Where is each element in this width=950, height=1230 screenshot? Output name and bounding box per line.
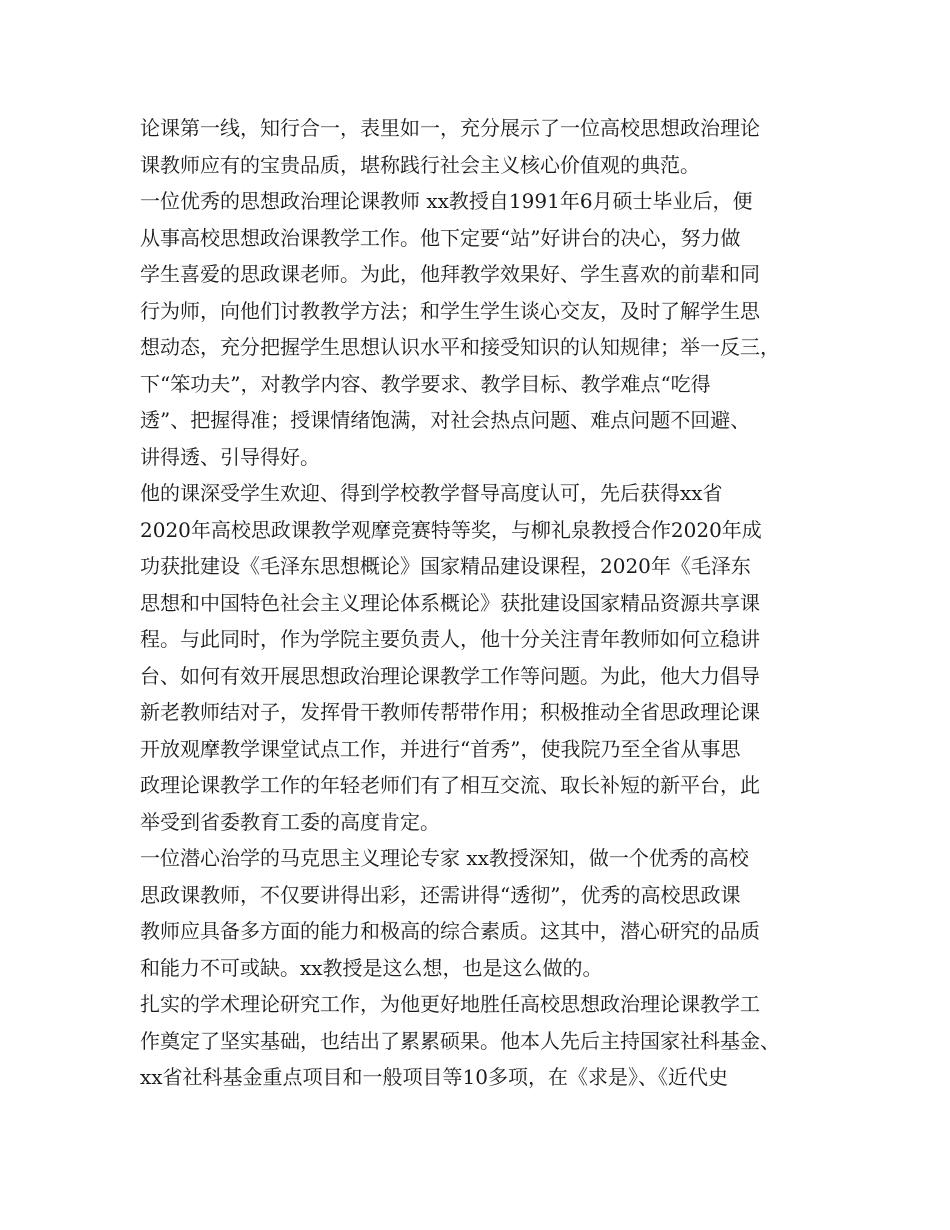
text-line: 行为师，向他们讨教教学方法；和学生学生谈心交友，及时了解学生思: [140, 298, 760, 323]
text-line: 一位潜心治学的马克思主义理论专家 xx教授深知，做一个优秀的高校: [140, 846, 749, 870]
text-line: 功获批建设《毛泽东思想概论》国家精品建设课程，2020年《毛泽东: [140, 554, 751, 578]
text-line: 讲得透、引导得好。: [140, 444, 320, 469]
text-line: 从事高校思想政治课教学工作。他下定要“站”好讲台的决心，努力做: [140, 225, 741, 250]
text-line: 程。与此同时，作为学院主要负责人，他十分关注青年教师如何立稳讲: [140, 627, 760, 651]
text-line: 思想和中国特色社会主义理论体系概论》获批建设国家精品资源共享课: [140, 590, 760, 615]
text-line: 课教师应有的宝贵品质，堪称践行社会主义核心价值观的典范。: [140, 152, 700, 177]
text-line: 思政课教师，不仅要讲得出彩，还需讲得“透彻”，优秀的高校思政课: [140, 882, 741, 907]
text-line: 政理论课教学工作的年轻老师们有了相互交流、取长补短的新平台，此: [140, 773, 760, 797]
text-line: 台、如何有效开展思想政治理论课教学工作等问题。为此，他大力倡导: [140, 663, 760, 688]
text-line: 论课第一线，知行合一，表里如一，充分展示了一位高校思想政治理论: [140, 116, 760, 140]
text-line: xx省社科基金重点项目和一般项目等10多项，在《求是》、《近代史: [140, 1065, 729, 1089]
text-line: 教师应具备多方面的能力和极高的综合素质。这其中，潜心研究的品质: [140, 919, 760, 943]
text-line: 2020年高校思政课教学观摩竞赛特等奖，与柳礼泉教授合作2020年成: [140, 517, 762, 542]
text-line: 透”、把握得准；授课情绪饱满，对社会热点问题、难点问题不回避、: [140, 408, 751, 432]
text-line: 一位优秀的思想政治理论课教师 xx教授自1991年6月硕士毕业后，便: [140, 189, 753, 213]
text-line: 想动态，充分把握学生思想认识水平和接受知识的认知规律；举一反三，: [140, 335, 780, 359]
document-body: [140, 110, 830, 1096]
text-line: 举受到省委教育工委的高度肯定。: [140, 809, 440, 834]
text-line: 扎实的学术理论研究工作，为他更好地胜任高校思想政治理论课教学工: [140, 992, 760, 1016]
text-line: 作奠定了坚实基础，也结出了累累硕果。他本人先后主持国家社科基金、: [140, 1028, 780, 1053]
text-line: 下“笨功夫”，对教学内容、教学要求、教学目标、教学难点“吃得: [140, 371, 711, 396]
text-line: 学生喜爱的思政课老师。为此，他拜教学效果好、学生喜欢的前辈和同: [140, 262, 760, 286]
text-line: 开放观摩教学课堂试点工作，并进行“首秀”，使我院乃至全省从事思: [140, 736, 741, 761]
text-line: 他的课深受学生欢迎、得到学校教学督导高度认可，先后获得xx省: [140, 481, 723, 505]
text-line: 和能力不可或缺。xx教授是这么想，也是这么做的。: [140, 955, 603, 980]
text-line: 新老教师结对子，发挥骨干教师传帮带作用；积极推动全省思政理论课: [140, 700, 760, 724]
